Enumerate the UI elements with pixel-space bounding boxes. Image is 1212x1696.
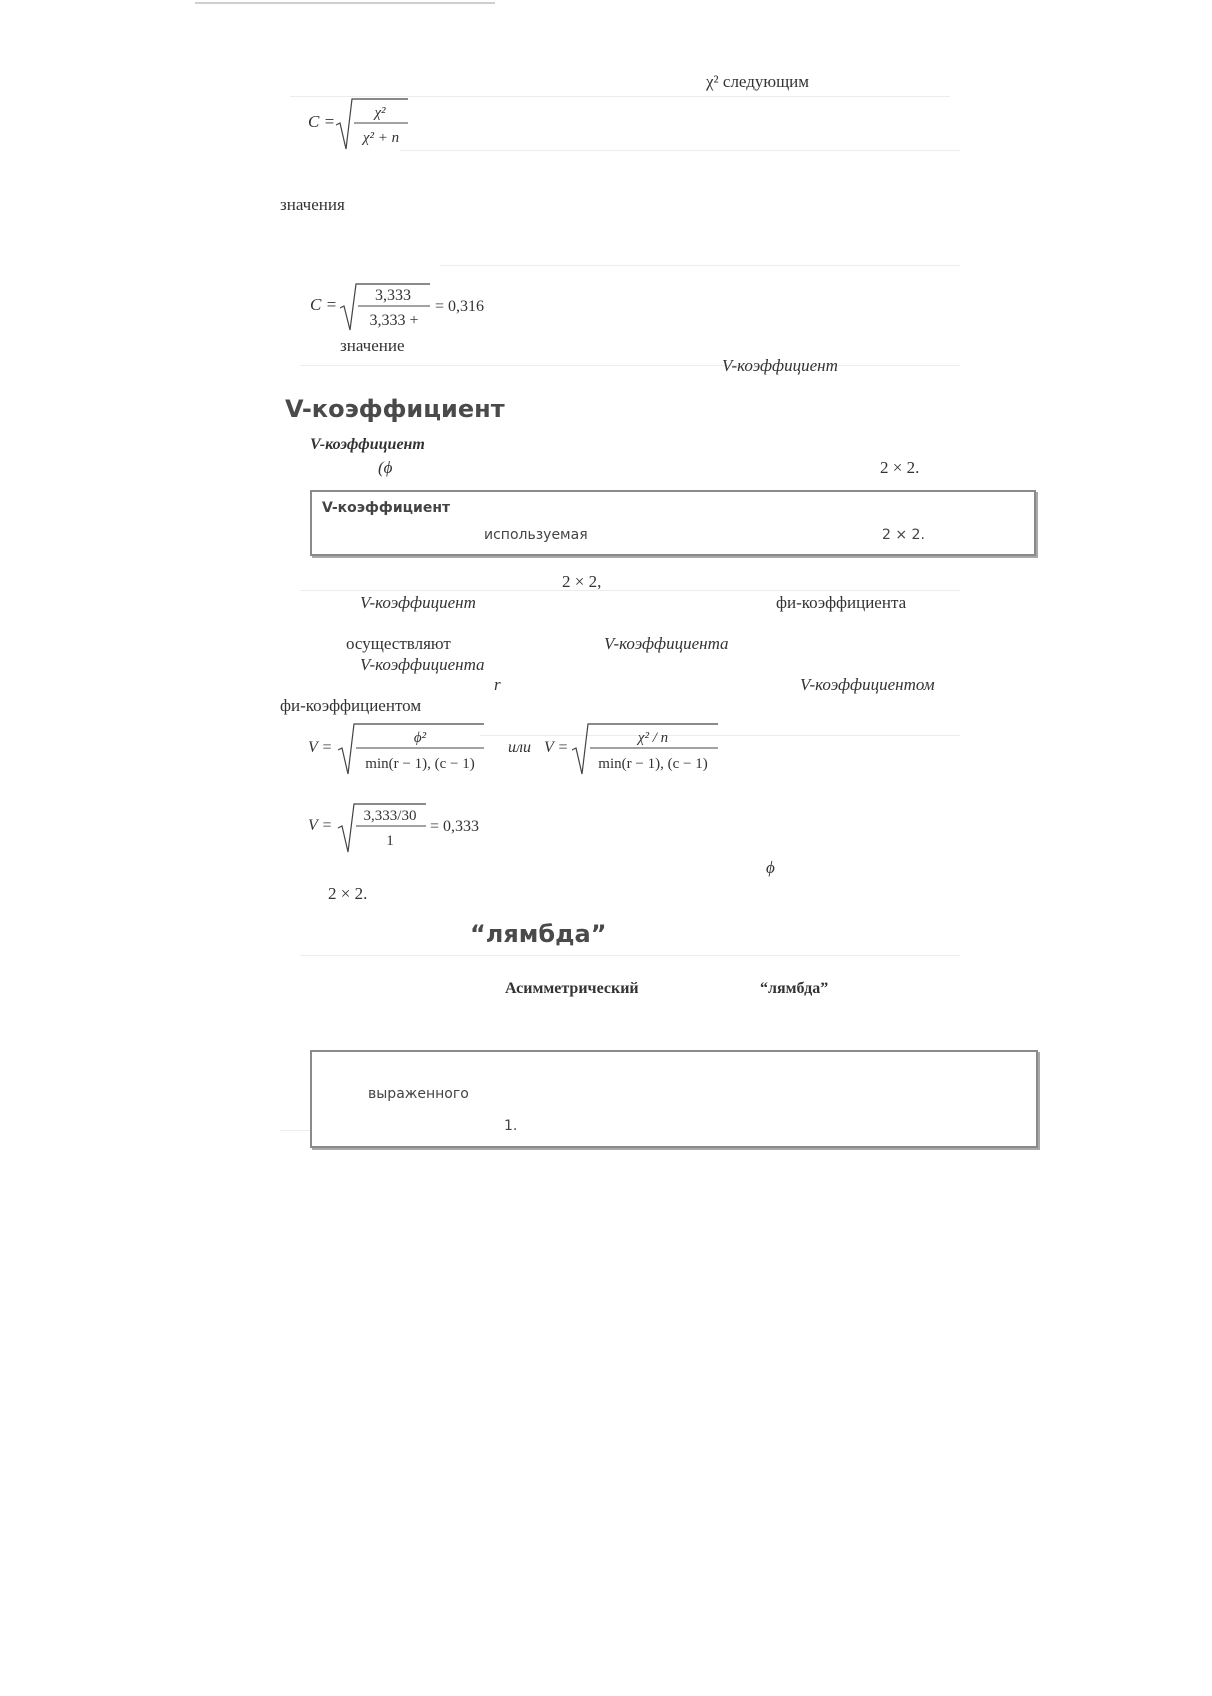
formula-c-def-numerator: χ² <box>374 105 386 121</box>
definition-box-title: V-коэффициент <box>322 500 451 516</box>
v-coefficient-plain-text: V-коэффициент <box>360 593 476 612</box>
value-word: значение <box>340 336 405 355</box>
v-coefficient-instrumental: V-коэффициентом <box>800 675 935 694</box>
formula-v-calc-lhs: V = <box>308 817 333 834</box>
formula-c-def-lhs: C = <box>308 112 336 131</box>
definition-box-expressed-word: выраженного <box>368 1086 469 1102</box>
phi-parenthesis: (ϕ <box>378 458 393 477</box>
definition-box-used-word: используемая <box>484 527 588 543</box>
formula-v-calc-denominator: 1 <box>386 833 394 849</box>
formula-c-calculation <box>310 280 500 340</box>
definition-box-number-one: 1. <box>504 1118 518 1134</box>
formula-v-calc-result: = 0,333 <box>430 818 480 835</box>
v-coefficient-genitive <box>604 634 729 654</box>
lambda-quoted-term: “лямбда” <box>760 980 829 997</box>
section-heading-lambda: “лямбда” <box>470 920 607 948</box>
formula-v-def-numerator1: ϕ² <box>413 730 427 746</box>
values-word: значения <box>280 195 345 214</box>
formula-v-def-denominator1: min(r − 1), (c − 1) <box>365 756 475 772</box>
formula-c-def-denominator: χ² + n <box>362 130 400 146</box>
v-coefficient-genitive-text: V-коэффициента <box>604 634 729 653</box>
table-size-2x2-comma: 2 × 2, <box>562 572 602 591</box>
v-coefficient-bold-term: V-коэффициент <box>310 436 425 453</box>
v-coefficient-inline <box>722 356 838 376</box>
v-coefficient-genitive-second <box>360 655 485 675</box>
definition-box-lambda <box>310 1050 1038 1148</box>
asymmetric-term: Асимметрический <box>505 980 639 997</box>
phi-symbol: ϕ <box>766 858 775 877</box>
formula-v-def-or: или <box>508 739 531 756</box>
v-coefficient-inline-text: V-коэффициент <box>722 356 838 375</box>
carry-out-word: осуществляют <box>346 634 451 653</box>
formula-v-calculation <box>308 800 508 860</box>
formula-c-calc-result: = 0,316 <box>435 298 485 315</box>
phi-coefficient-genitive: фи-коэффициента <box>776 593 907 612</box>
formula-v-def-numerator2: χ² / n <box>637 730 669 746</box>
definition-box-2x2: 2 × 2. <box>882 527 925 543</box>
table-size-2x2-second: 2 × 2. <box>328 884 368 903</box>
formula-c-calc-lhs: C = <box>310 295 338 314</box>
formula-c-calc-denominator: 3,333 + <box>369 312 419 329</box>
phi-coefficient-instrumental: фи-коэффициентом <box>280 696 422 715</box>
formula-v-def-lhs1: V = <box>308 739 333 756</box>
r-letter: r <box>494 675 501 694</box>
chi-following-text: χ² следующим <box>706 72 810 91</box>
formula-v-def-lhs2: V = <box>544 739 569 756</box>
formula-v-calc-numerator: 3,333/30 <box>363 808 417 824</box>
v-coefficient-plain <box>360 593 476 613</box>
table-size-2x2-first: 2 × 2. <box>880 458 920 477</box>
formula-v-definition <box>308 718 728 784</box>
formula-v-def-denominator2: min(r − 1), (c − 1) <box>598 756 708 772</box>
top-scan-rule <box>195 2 495 4</box>
formula-c-definition <box>308 95 428 159</box>
v-coefficient-genitive-second-text: V-коэффициента <box>360 655 485 674</box>
definition-box-v-coefficient <box>310 490 1036 556</box>
formula-c-calc-numerator: 3,333 <box>375 287 411 304</box>
section-heading-v-coefficient: V-коэффициент <box>285 395 505 423</box>
